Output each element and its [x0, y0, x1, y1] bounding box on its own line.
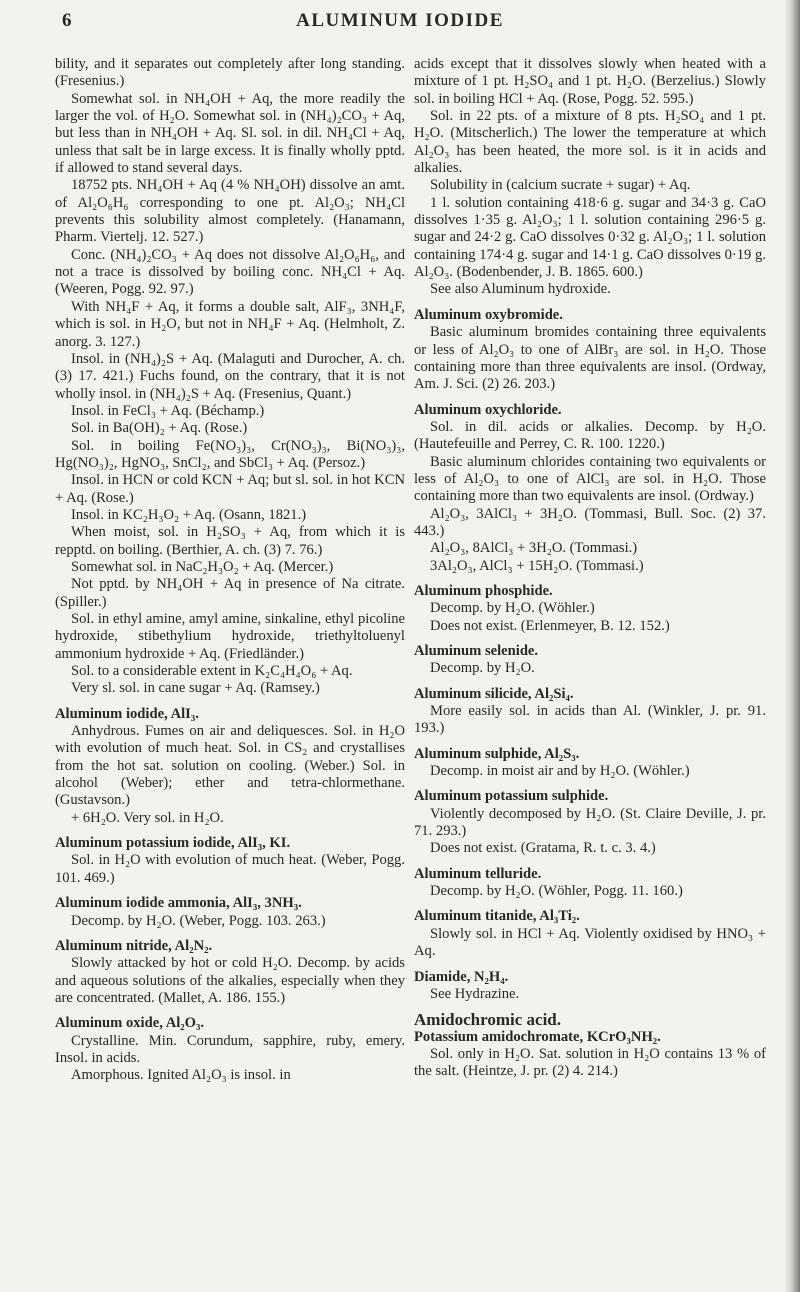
- entry-text: See also Aluminum hydroxide.: [430, 281, 611, 298]
- entry-text: Insol. in (NH₄)₂S + Aq. (Malaguti and Durocher, A. ch. (3) 17. 421.) Fuchs found, on the contrary, that it is not wholly insol. in (NH₄)₂S + Aq. (Fresenius, Quant.): [55, 350, 405, 402]
- entry-text: Decomp. by H₂O.: [430, 660, 535, 677]
- entry-text: Sol. in dil. acids or alkalies. Decomp. by H₂O. (Hautefeuille and Perrey, C. R. 100. 1220.): [414, 418, 766, 453]
- entry-heading: Aluminum potassium iodide, AlI₃, KI.: [55, 835, 291, 852]
- entry-heading: Aluminum titanide, Al₃Ti₂.: [414, 908, 580, 925]
- entry-text: Does not exist. (Gratama, R. t. c. 3. 4.): [430, 840, 656, 857]
- entry-text: Decomp. by H₂O. (Wöhler, Pogg. 11. 160.): [430, 883, 683, 900]
- entry-heading: Aluminum potassium sulphide.: [414, 788, 609, 805]
- entry-text: Insol. in HCN or cold KCN + Aq; but sl. sol. in hot KCN + Aq. (Rose.): [55, 472, 405, 506]
- entry-text: 18752 pts. NH₄OH + Aq (4 % NH₄OH) dissolve an amt. of Al₂O₆H₆ corresponding to one pt. Al₂O₃; NH₄Cl prevents this solubility almost completely. (Hanamann, Pharm. Viertelj. 12. 527.): [55, 177, 405, 246]
- entry-text: Al₂O₃, 8AlCl₃ + 3H₂O. (Tommasi.): [430, 540, 638, 557]
- entry-heading: Aluminum oxybromide.: [414, 306, 563, 323]
- entry-text: acids except that it dissolves slowly when heated with a mixture of 1 pt. H₂SO₄ and 1 pt. H₂O. (Berzelius.) Slowly sol. in boiling HCl + Aq. (Rose, Pogg. 52. 595.): [414, 56, 766, 107]
- entry-heading: Aluminum iodide, AlI₃.: [55, 705, 199, 722]
- entry-text: With NH₄F + Aq, it forms a double salt, AlF₃, 3NH₄F, which is sol. in H₂O, but not in NH₄F + Aq. (Helmholt, Z. anorg. 3. 127.): [55, 298, 405, 350]
- right-column: [414, 56, 766, 1081]
- entry-text: Al₂O₃, 3AlCl₃ + 3H₂O. (Tommasi, Bull. Soc. (2) 37. 443.): [414, 505, 766, 539]
- entry-text: Basic aluminum chlorides containing two equivalents or less of Al₂O₃ to one of AlCl₃ are sol. in H₂O. Those containing more than two equivalents are insol. (Ordway.): [414, 453, 766, 505]
- entry-text: Amorphous. Ignited Al₂O₃ is insol. in: [71, 1067, 291, 1084]
- entry-text: Decomp. by H₂O. (Wöhler.): [430, 600, 595, 617]
- entry-text: Sol. to a considerable extent in K₂C₄H₄O₆ + Aq.: [71, 663, 353, 680]
- entry-text: Decomp. in moist air and by H₂O. (Wöhler.): [430, 763, 690, 780]
- left-column: [55, 56, 405, 1085]
- entry-text: Somewhat sol. in NH₄OH + Aq, the more readily the larger the vol. of H₂O. Somewhat sol. in (NH₄)₂CO₃ + Aq, but less than in NH₄OH + Aq. Sl. sol. in dil. NH₄Cl + Aq, unless that salt be in large excess. It is finally wholly pptd. if allowed to stand several days.: [55, 90, 405, 177]
- entry-text: Solubility in (calcium sucrate + sugar) + Aq.: [430, 177, 691, 194]
- entry-text: More easily sol. in acids than Al. (Winkler, J. pr. 91. 193.): [414, 703, 766, 737]
- page-edge-shadow: [784, 0, 800, 1292]
- entry-text: 3Al₂O₃, AlCl₃ + 15H₂O. (Tommasi.): [430, 557, 644, 574]
- page-header: [0, 8, 800, 38]
- entry-text: Anhydrous. Fumes on air and deliquesces. Sol. in H₂O with evolution of much heat. Sol. in CS₂ and crystallises from the hot sat. solution on cooling. (Weber.) Sol. in alcohol (Weber); ether and tetra-chlormethane. (Gustavson.): [55, 723, 405, 809]
- entry-heading: Potassium amidochromate, KCrO₃NH₂.: [414, 1028, 661, 1045]
- running-title: ALUMINUM IODIDE: [296, 10, 504, 31]
- entry-text: Sol. only in H₂O. Sat. solution in H₂O contains 13 % of the salt. (Heintze, J. pr. (2) 4. 214.): [414, 1045, 766, 1080]
- entry-text: Sol. in 22 pts. of a mixture of 8 pts. H₂SO₄ and 1 pt. H₂O. (Mitscherlich.) The lower the temperature at which Al₂O₃ has been heated, the more sol. is it in acids and alkalies.: [414, 108, 766, 177]
- entry-text: Very sl. sol. in cane sugar + Aq. (Ramsey.): [71, 680, 320, 697]
- entry-text: Decomp. by H₂O. (Weber, Pogg. 103. 263.): [71, 912, 326, 929]
- entry-text: Does not exist. (Erlenmeyer, B. 12. 152.): [430, 617, 670, 634]
- entry-text: Not pptd. by NH₄OH + Aq in presence of Na citrate. (Spiller.): [55, 576, 405, 610]
- entry-text: Sol. in H₂O with evolution of much heat. (Weber, Pogg. 101. 469.): [55, 852, 405, 886]
- entry-text: Violently decomposed by H₂O. (St. Claire Deville, J. pr. 71. 293.): [414, 805, 766, 840]
- entry-text: 1 l. solution containing 418·6 g. sugar and 34·3 g. CaO dissolves 1·35 g. Al₂O₃; 1 l. solution containing 296·5 g. sugar and 24·2 g. CaO dissolves 0·32 g. Al₂O₃; 1 l. solution containing 174·4 g. sugar and 14·1 g. CaO dissolves 0·19 g. Al₂O₃. (Bodenbender, J. B. 1865. 600.): [414, 194, 766, 281]
- entry-heading: Aluminum iodide ammonia, AlI₃, 3NH₃.: [55, 895, 302, 912]
- entry-text: Sol. in boiling Fe(NO₃)₃, Cr(NO₃)₃, Bi(NO₃)₃, Hg(NO₃)₂, HgNO₃, SnCl₂, and SbCl₃ + Aq. (Persoz.): [55, 437, 405, 471]
- entry-heading: Aluminum silicide, Al₂Si₄.: [414, 685, 574, 702]
- entry-text: Sol. in ethyl amine, amyl amine, sinkaline, ethyl picoline hydroxide, stibethylium hydroxide, triethyltoluenyl ammonium hydroxide + Aq. (Friedländer.): [55, 611, 405, 662]
- entry-heading: Aluminum oxide, Al₂O₃.: [55, 1015, 205, 1032]
- entry-heading: Aluminum selenide.: [414, 643, 539, 659]
- entry-heading: Aluminum phosphide.: [414, 582, 553, 599]
- entry-heading: Diamide, N₂H₄.: [414, 968, 509, 985]
- page-number: 6: [62, 10, 72, 31]
- entry-text: Sol. in Ba(OH)₂ + Aq. (Rose.): [71, 420, 248, 437]
- entry-text: Insol. in FeCl₃ + Aq. (Béchamp.): [71, 402, 265, 419]
- entry-heading: Aluminum sulphide, Al₂S₃.: [414, 745, 580, 762]
- entry-text: Crystalline. Min. Corundum, sapphire, ruby, emery. Insol. in acids.: [55, 1032, 405, 1066]
- entry-text: Basic aluminum bromides containing three equivalents or less of Al₂O₃ to one of AlBr₃ are sol. in H₂O. Those containing more than three equivalents are insol. (Ordway, Am. J. Sci. (2) 26. 203.): [414, 324, 766, 393]
- entry-text: Slowly attacked by hot or cold H₂O. Decomp. by acids and aqueous solutions of the alkalies, especially when they are concentrated. (Mallet, A. 186. 155.): [55, 955, 405, 1006]
- entry-heading: Amidochromic acid.: [414, 1010, 562, 1030]
- entry-text: Somewhat sol. in NaC₂H₃O₂ + Aq. (Mercer.): [71, 558, 334, 575]
- entry-text: Conc. (NH₄)₂CO₃ + Aq does not dissolve Al₂O₆H₆, and not a trace is dissolved by boiling conc. NH₄Cl + Aq. (Weeren, Pogg. 92. 97.): [55, 246, 405, 298]
- entry-text: bility, and it separates out completely after long standing. (Fresenius.): [55, 56, 405, 90]
- entry-text: Insol. in KC₂H₃O₂ + Aq. (Osann, 1821.): [71, 506, 307, 523]
- entry-text: See Hydrazine.: [430, 985, 520, 1002]
- entry-heading: Aluminum nitride, Al₂N₂.: [55, 937, 213, 954]
- entry-text: Slowly sol. in HCl + Aq. Violently oxidised by HNO₃ + Aq.: [414, 925, 766, 960]
- entry-text: When moist, sol. in H₂SO₃ + Aq, from which it is repptd. on boiling. (Berthier, A. ch. (3) 7. 76.): [55, 524, 405, 558]
- entry-text: + 6H₂O. Very sol. in H₂O.: [71, 809, 224, 826]
- entry-heading: Aluminum oxychloride.: [414, 401, 562, 418]
- entry-heading: Aluminum telluride.: [414, 865, 542, 882]
